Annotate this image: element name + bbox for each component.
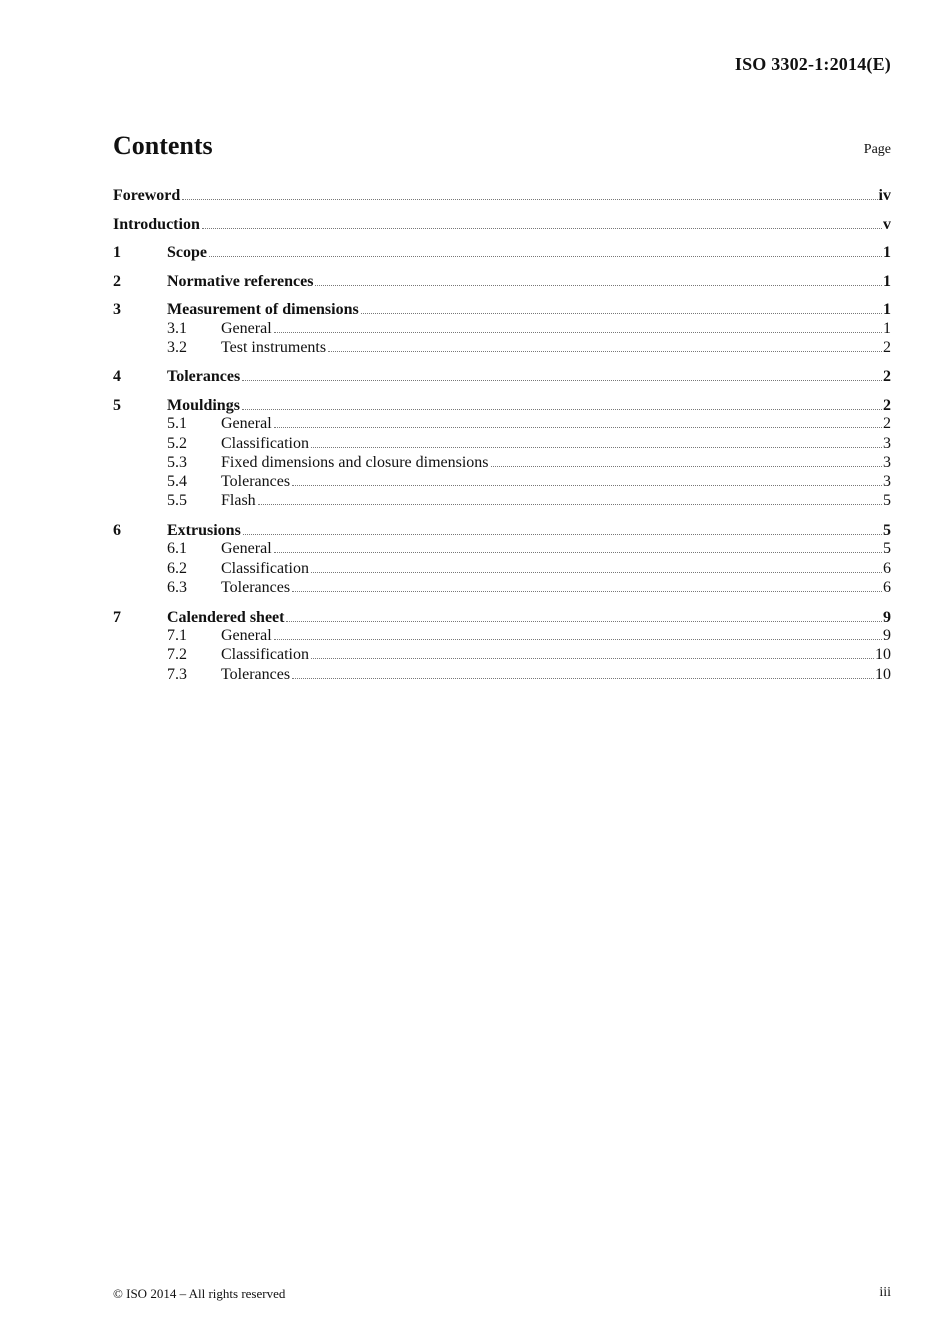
toc-entry[interactable] [113, 607, 891, 627]
toc-entry-number: 3.1 [167, 319, 187, 337]
dot-leader [311, 446, 882, 448]
toc-entry-number: 5.2 [167, 434, 187, 452]
dot-leader [328, 350, 882, 352]
toc-entry-page[interactable]: 9 [883, 627, 891, 645]
dot-leader [274, 331, 882, 333]
toc-entry-number: 3.2 [167, 338, 187, 356]
toc-entry-page[interactable]: 2 [883, 368, 891, 386]
toc-entry-page[interactable]: 2 [883, 415, 891, 433]
toc-entry-title[interactable]: Flash [221, 492, 256, 510]
toc-entry-number: 7.3 [167, 665, 187, 683]
toc-entry-title[interactable]: Calendered sheet [167, 608, 285, 626]
toc-entry[interactable] [113, 434, 891, 453]
dot-leader [274, 426, 882, 428]
toc-entry[interactable] [113, 299, 891, 319]
dot-leader [311, 571, 882, 573]
toc-entry[interactable] [113, 366, 891, 395]
toc-entry-number: 7 [113, 608, 121, 626]
toc-entry-title[interactable]: Scope [167, 244, 207, 261]
dot-leader [182, 198, 877, 200]
toc-entry-title[interactable]: Test instruments [221, 338, 327, 356]
toc-entry-number: 5.3 [167, 453, 187, 471]
toc-entry[interactable] [113, 185, 891, 214]
toc-entry[interactable] [113, 559, 891, 578]
toc-entry[interactable] [113, 626, 891, 645]
toc-entry[interactable] [113, 491, 891, 520]
dot-leader [202, 227, 882, 229]
toc-entry[interactable] [113, 271, 891, 300]
toc-entry-number: 5.1 [167, 415, 187, 433]
dot-leader [258, 503, 882, 505]
toc-entry-title[interactable]: General [221, 319, 272, 337]
toc-entry-page[interactable]: 3 [883, 453, 891, 471]
toc-entry-title[interactable]: Introduction [113, 215, 200, 233]
page-column-label: Page [863, 142, 891, 157]
toc-entry[interactable] [113, 645, 891, 664]
toc-entry-title[interactable]: Foreword [113, 187, 181, 204]
toc-entry-page[interactable]: 2 [883, 396, 891, 414]
toc-entry-page[interactable]: 2 [883, 338, 891, 356]
toc-entry-number: 5 [113, 396, 121, 414]
copyright-notice: © ISO 2014 – All rights reserved [113, 1286, 286, 1301]
toc-entry-page[interactable]: 6 [883, 579, 891, 597]
dot-leader [286, 620, 882, 622]
toc-entry[interactable] [113, 338, 891, 367]
toc-entry-number: 6.3 [167, 579, 187, 597]
toc-entry-number: 2 [113, 272, 121, 290]
toc-entry[interactable] [113, 319, 891, 338]
toc-entry[interactable] [113, 665, 891, 694]
toc-entry-page[interactable]: 10 [875, 646, 891, 664]
toc-entry-number: 7.2 [167, 646, 187, 664]
toc-entry-number: 6 [113, 521, 121, 539]
dot-leader [361, 312, 882, 314]
toc-entry-title[interactable]: Tolerances [167, 368, 241, 386]
toc-entry-page[interactable]: iv [878, 187, 891, 204]
dot-leader [209, 255, 882, 257]
toc-entry-page[interactable]: 9 [883, 608, 891, 626]
toc-entry-page[interactable]: v [883, 215, 891, 233]
dot-leader [292, 590, 882, 592]
toc-entry-title[interactable]: General [221, 627, 272, 645]
contents-title: Contents [113, 131, 213, 160]
document-id: ISO 3302-1:2014(E) [734, 54, 891, 74]
dot-leader [274, 638, 882, 640]
toc-entry-title[interactable]: Mouldings [167, 396, 240, 414]
toc-entry-title[interactable]: General [221, 415, 272, 433]
toc-entry-title[interactable]: Classification [221, 434, 309, 452]
toc-entry[interactable] [113, 414, 891, 433]
toc-entry-page[interactable]: 5 [883, 521, 891, 539]
toc-entry-page[interactable]: 10 [875, 665, 891, 683]
dot-leader [292, 677, 874, 679]
toc-entry[interactable] [113, 395, 891, 415]
dot-leader [274, 551, 882, 553]
toc-entry-title[interactable]: Extrusions [167, 521, 241, 539]
toc-entry-title[interactable]: Normative references [167, 272, 314, 290]
toc-entry-title[interactable]: Classification [221, 559, 309, 577]
toc-entry[interactable] [113, 520, 891, 540]
dot-leader [491, 465, 882, 467]
toc-entry-title[interactable]: Measurement of dimensions [167, 301, 359, 318]
toc-entry-title[interactable]: Classification [221, 646, 309, 664]
dot-leader [292, 484, 882, 486]
toc-entry[interactable] [113, 214, 891, 243]
toc-entry-number: 6.2 [167, 559, 187, 577]
toc-entry-page[interactable]: 3 [883, 434, 891, 452]
toc-entry-number: 1 [113, 244, 121, 261]
toc-entry-number: 4 [113, 368, 121, 386]
toc-entry[interactable] [113, 578, 891, 607]
toc-entry-number: 6.1 [167, 540, 187, 558]
dot-leader [243, 533, 882, 535]
toc-entry-number: 3 [113, 301, 121, 318]
toc-entry-page[interactable]: 1 [883, 244, 891, 261]
toc-entry-page[interactable]: 1 [883, 272, 891, 290]
toc-entry-title[interactable]: General [221, 540, 272, 558]
dot-leader [311, 657, 874, 659]
toc-entry[interactable] [113, 453, 891, 472]
toc-entry-page[interactable]: 1 [883, 319, 891, 337]
dot-leader [315, 284, 882, 286]
dot-leader [242, 379, 882, 381]
toc-entry[interactable] [113, 472, 891, 491]
toc-entry-page[interactable]: 6 [883, 559, 891, 577]
toc-entry-title[interactable]: Tolerances [221, 579, 291, 597]
toc-entry-number: 5.5 [167, 492, 187, 510]
toc-entry-page[interactable]: 5 [883, 492, 891, 510]
toc-entry-number: 5.4 [167, 473, 187, 491]
toc-entry-title[interactable]: Tolerances [221, 665, 291, 683]
toc-entry-page[interactable]: 1 [883, 301, 891, 318]
table-of-contents [113, 185, 891, 693]
toc-entry-number: 7.1 [167, 627, 187, 645]
toc-entry-title[interactable]: Tolerances [221, 473, 291, 491]
page-number: iii [879, 1285, 891, 1300]
toc-entry-page[interactable]: 3 [883, 473, 891, 491]
toc-entry-page[interactable]: 5 [883, 540, 891, 558]
toc-entry-title[interactable]: Fixed dimensions and closure dimensions [221, 453, 489, 471]
toc-entry[interactable] [113, 539, 891, 558]
dot-leader [242, 408, 882, 410]
toc-entry[interactable] [113, 242, 891, 271]
